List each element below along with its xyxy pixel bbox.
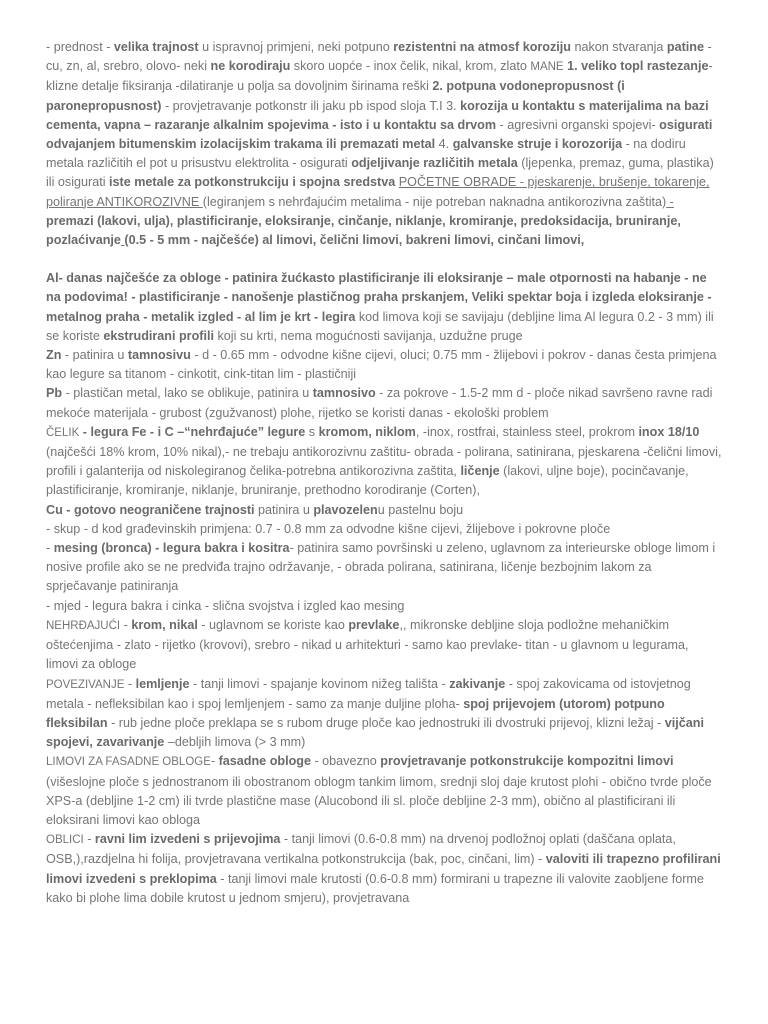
bold-text-run: spoj prijevojem (utorom) potpuno fleksibilan: [46, 696, 665, 730]
paragraph: [46, 830, 722, 908]
bold-text-run: zakivanje: [449, 676, 506, 691]
paragraph: [46, 752, 722, 830]
bold-text-run: kromom, niklom: [318, 424, 416, 439]
text-run: - plastičan metal, lako se oblikuje, patinira u: [62, 386, 313, 401]
text-run: -: [83, 832, 95, 847]
blank-line: [46, 250, 722, 269]
bold-text-run: tamnosivu: [127, 348, 191, 363]
text-run: -: [124, 676, 136, 691]
bold-text-run: ne korodiraju: [210, 59, 291, 74]
bold-text-run: galvanske struje i korozorija: [452, 137, 623, 152]
text-run: - klizne detalje fiksiranja -dilatiranje u polja sa dovoljnim širinama reški: [46, 59, 713, 94]
text-run: - skup - d kod građevinskih primjena: 0.7 - 0.8 mm za odvodne kišne cijevi, žlijebove i pokrovne ploče: [46, 521, 611, 536]
paragraph: [46, 616, 722, 675]
bold-text-run: fasadne obloge: [218, 754, 311, 769]
bold-text-run: provjetravanje potkonstrukcije kompozitni limovi: [380, 754, 674, 769]
text-run: skoro uopće - inox čelik, nikal, krom, zlato: [290, 59, 531, 74]
text-run: -: [210, 754, 219, 769]
text-run: NEHRĐAJUĆI: [46, 619, 121, 632]
text-run: -: [120, 617, 132, 632]
text-run: 4.: [435, 137, 453, 152]
bold-text-run: ekstrudirani profili: [103, 328, 214, 343]
paragraph: [46, 520, 722, 539]
paragraph: [46, 269, 722, 346]
bold-text-run: - legura Fe - i C –“nehrđajuće” legure: [82, 424, 306, 439]
bold-text-run: osigurati odvajanjem bitumenskim izolacijskim trakama ili premazati metal: [46, 117, 713, 152]
text-run: - na dodiru metala različitih el pot u prisustvu elektrolita - osigurati: [46, 137, 686, 171]
bold-text-run: odjeljivanje različitih metala: [351, 156, 518, 171]
paragraph: [46, 675, 722, 753]
text-run: - patinira samo površinski u zeleno, uglavnom za interieurske obloge limom i nosive profile ako se ne predviđa trajno održavanje, - obrada polirana, satinirana, ličenje bezbojnim lakom za sprječavanje patiniranja: [46, 541, 716, 594]
bold-text-run: plavozelen: [313, 502, 378, 517]
document-page: [46, 38, 722, 908]
text-run: - tanji limovi - spajanje kovinom nižeg tališta -: [189, 676, 450, 691]
bold-text-run: velika trajnost: [113, 40, 199, 54]
text-run: u pastelnu boju: [377, 502, 464, 517]
text-run: s: [305, 424, 319, 439]
text-run: - tanji limovi male krutosti (0.6-0.8 mm) formirani u trapezne ili valovite zaobljene forme kako bi plohe lima dobile krutost u jednom smjeru), provjetravana: [46, 871, 704, 905]
bold-text-run: ravni lim izvedeni s prijevojima: [94, 832, 281, 847]
text-run: u ispravnoj primjeni, neki potpuno: [198, 40, 394, 54]
text-run: (legiranjem s nehrđajućim metalima - nije potreban naknadna antikorozivna zaštita): [202, 194, 667, 209]
bold-text-run: prevlake: [348, 617, 400, 632]
text-run: - obavezno: [310, 754, 381, 769]
paragraph: [46, 423, 722, 501]
bold-text-run: Zn: [46, 348, 62, 363]
text-run: - agresivni organski spojevi-: [496, 117, 660, 132]
text-run: –debljih limova (> 3 mm): [164, 735, 306, 750]
bold-text-run: premazi (lakovi, ulja), plastificiranje, eloksiranje, cinčanje, niklanje, kromiranje, predoksidacija, bruniranje, pozlaćivanje: [46, 213, 681, 248]
bold-text-run: Cu - gotovo neograničene trajnosti: [46, 502, 255, 517]
text-run: - spoj zakovicama od istovjetnog metala - nefleksibilan kao i spoj lemljenjem - samo za manje duljine ploha-: [46, 676, 691, 711]
paragraph: [46, 346, 722, 384]
bold-text-run: 1. veliko topl rastezanje: [567, 59, 709, 74]
text-run: - za pokrove - 1.5-2 mm d - ploče nikad savršeno ravne radi mekoće materijala - grubost (zgužvanost) plohe, rijetko se koristi danas - ekološki problem: [46, 386, 713, 420]
text-run: patinira u: [254, 502, 314, 517]
paragraph: [46, 539, 722, 597]
bold-text-run: korozija u kontaktu s materijalima na bazi cementa, vapna – razaranje alkalnim spojevima - isto i u kontaktu sa drvom: [46, 98, 709, 132]
text-run: -: [666, 194, 674, 209]
text-run: - cu, zn, al, srebro, olovo- neki: [46, 40, 712, 74]
text-run: ,, mikronske debljine sloja podložne mehaničkim oštećenjima - zlato - rijetko (krovovi), srebro - nikad u arhitekturi - samo kao prevlake- titan - u glavnom u legurama, limovi za obloge: [46, 617, 689, 672]
text-run: koji su krti, nema mogućnosti savijanja, uzdužne pruge: [213, 328, 523, 343]
bold-text-run: ličenje: [460, 464, 500, 479]
text-run: MANE: [530, 61, 564, 74]
text-run: POČETNE OBRADE - pjeskarenje, brušenje, tokarenje, poliranje ANTIKOROZIVNE: [46, 175, 710, 209]
text-run: (najčešći 18% krom, 10% nikal),- ne trebaju antikorozivnu zaštitu- obrada - polirana, satinirana, pjeskarena -čelični limovi, profili i galanterija od niskolegiranog čelika-potrebna antikorozivna zaštita,: [46, 445, 722, 479]
text-run: kod limova koji se savijaju (debljine lima Al legura 0.2 - 3 mm) ili se koriste: [46, 309, 714, 343]
text-run: (ljepenka, premaz, guma, plastika) ili osigurati: [46, 156, 714, 190]
text-run: -: [46, 541, 54, 556]
bold-text-run: vijčani spojevi, zavarivanje: [46, 715, 704, 750]
text-run: ČELIK: [46, 426, 80, 439]
bold-text-run: iste metale za potkonstrukciju i spojna sredstva: [109, 175, 396, 190]
bold-text-run: Al- danas najčešće za obloge - patinira žućkasto plastificiranje ili eloksiranje – male otpornosti na habanje - ne na podovima! - plastificiranje - nanošenje plastičnog praha prskanjem, Veliki spektar boja i izgleda eloksiranje - metalnog praha - metalik izgled - al lim je krt - legira: [46, 271, 712, 324]
text-run: - prednost -: [46, 40, 114, 54]
text-run: POVEZIVANJE: [46, 678, 125, 691]
text-run: - patinira u: [61, 348, 128, 363]
bold-text-run: 2. potpuna vodonepropusnost (i paronepropusnost): [46, 79, 625, 113]
text-run: - rub jedne ploče preklapa se s rubom druge ploče kao jednostruki ili dvostruki prijevoj, klizni ležaj -: [107, 715, 665, 730]
paragraph: [46, 597, 722, 616]
text-run: nakon stvaranja: [570, 40, 667, 54]
bold-text-run: rezistentni na atmosf koroziju: [393, 40, 571, 54]
bold-text-run: mesing (bronca) - legura bakra i kositra: [53, 541, 290, 556]
bold-text-run: (0.5 - 5 mm - najčešće) al limovi, čelični limovi, bakreni limovi, cinčani limovi,: [124, 233, 585, 248]
text-run: - provjetravanje potkonstr ili jaku pb ispod sloja T.I 3.: [161, 98, 461, 113]
text-run: (lakovi, uljne boje), pocinčavanje, plastificiranje, kromiranje, niklanje, bruniranje, prethodno korodiranje (Corten),: [46, 464, 689, 498]
paragraph: [46, 501, 722, 520]
text-run: (višeslojne ploče s jednostranom ili obostranom oblogm tankim limom, srednji sloj daje krutost plohi - obično tvrde ploče XPS-a (debljine 1-2 cm) ili tvrde plastične mase (Alucobond ili sl. ploče debljine 2-3 mm), obično al plastificirani ili eloksirani limovi kao obloga: [46, 774, 712, 827]
bold-text-run: Pb: [46, 386, 63, 401]
bold-text-run: lemljenje: [135, 676, 190, 691]
bold-text-run: valoviti ili trapezno profilirani limovi izvedeni s preklopima: [46, 852, 721, 886]
bold-text-run: krom, nikal: [131, 617, 198, 632]
paragraph: [46, 384, 722, 422]
text-run: - tanji limovi (0.6-0.8 mm) na drvenoj podložnoj oplati (daščana oplata, OSB,),razdjelna hi folija, provjetravana vertikalna potkonstrukcija (bak, poc, cinčani, lim) -: [46, 832, 676, 867]
text-run: LIMOVI ZA FASADNE OBLOGE: [46, 756, 211, 769]
bold-text-run: inox 18/10: [638, 424, 700, 439]
text-run: - mjed - legura bakra i cinka - slična svojstva i izgled kao mesing: [46, 598, 405, 613]
text-run: - uglavnom se koriste kao: [197, 617, 349, 632]
text-run: - d - 0.65 mm - odvodne kišne cijevi, oluci; 0.75 mm - žlijebovi i pokrov - danas česta primjena kao legure sa titanom - cinkotit, cink-titan lim - plastičniji: [46, 348, 717, 382]
bold-text-run: patine: [666, 40, 704, 54]
text-run: , -inox, rostfrai, stainless steel, prokrom: [415, 424, 639, 439]
bold-text-run: tamnosivo: [312, 386, 376, 401]
paragraph: [46, 38, 722, 250]
text-run: OBLICI: [46, 834, 84, 847]
